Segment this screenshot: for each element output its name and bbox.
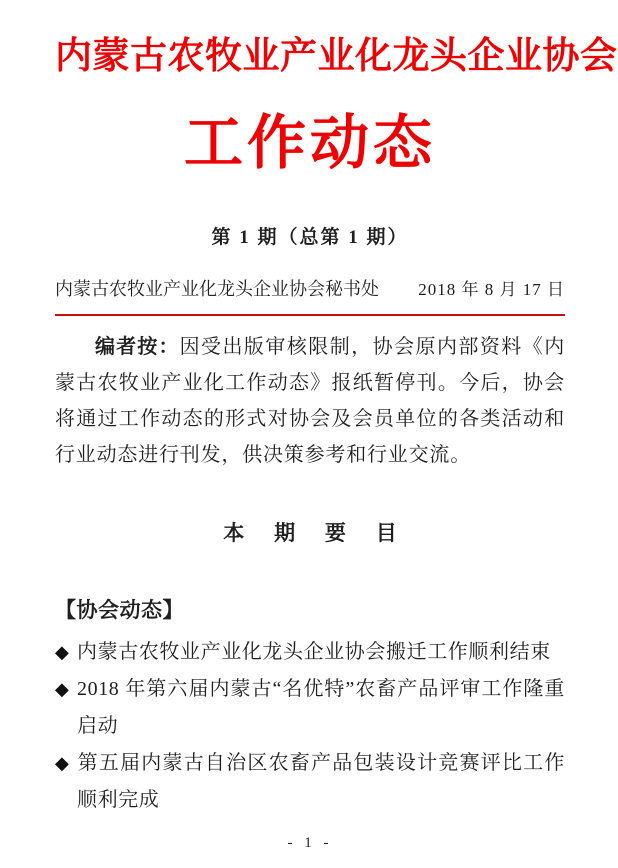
contents-list [55,634,565,819]
bullet-diamond-icon: ◆ [55,753,70,774]
contents-title: 本 期 要 目 [223,522,409,546]
toc-item [55,745,565,819]
publish-date: 2018 年 8 月 17 日 [418,280,565,300]
editor-note-paragraph [55,329,565,473]
toc-item [55,671,565,745]
editor-note-text: 因受出版审核限制，协会原内部资料《内蒙古农牧业产业化工作动态》报纸暂停刊。今后，协会将通过工作动态的形式对协会及会员单位的各类活动和行业动态进行刊发，供决策参考和行业交流。 [55,336,565,467]
page-footer [55,835,565,852]
toc-item [55,634,565,671]
toc-item-text: 内蒙古农牧业产业化龙头企业协会搬迁工作顺利结束 [77,641,551,664]
publisher-name: 内蒙古农牧业产业化龙头企业协会秘书处 [55,279,379,300]
editor-note-label: 编者按： [95,336,180,359]
masthead-info-row [55,275,565,301]
toc-item-text: 2018 年第六届内蒙古“名优特”农畜产品评审工作隆重启动 [77,678,565,738]
page-number: - 1 - [287,835,333,851]
newsletter-title: 工作动态 [183,109,436,176]
section-header-association-news: 【协会动态】 [55,599,184,623]
organization-title: 内蒙古农牧业产业化龙头企业协会 [55,36,618,77]
bullet-diamond-icon: ◆ [55,679,70,700]
toc-item-text: 第五届内蒙古自治区农畜产品包装设计竞赛评比工作顺利完成 [77,752,565,812]
bullet-diamond-icon: ◆ [55,642,70,663]
masthead-divider-rule [55,314,565,316]
issue-number-line: 第 1 期（总第 1 期） [211,227,409,249]
